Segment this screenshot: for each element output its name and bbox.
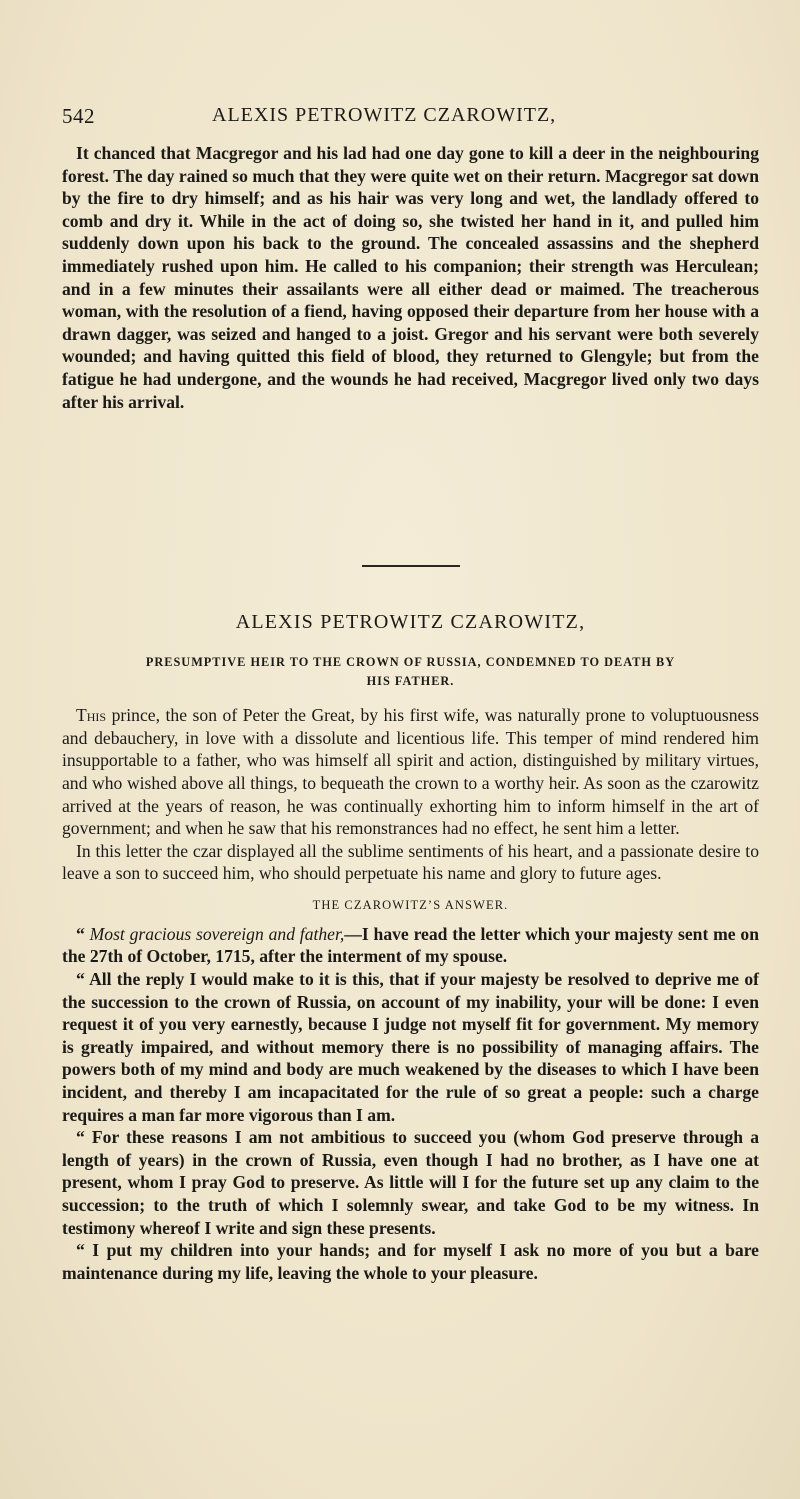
page-header bbox=[62, 104, 762, 134]
intro-text: prince, the son of Peter the Great, by his first wife, was naturally prone to voluptuousness and debauchery, in love with a dissolute and licentious life. This temper of mind rendered him insupportable to a father, who was himself all spirit and action, distinguished by military virtues, and who wished above all things, to bequeath the crown to a worthy heir. As soon as the czarowitz arrived at the years of reason, he was continually exhorting him to inform himself in the art of government; and when he saw that his remonstrances had no effect, he sent him a letter. bbox=[62, 705, 759, 839]
article-title: ALEXIS PETROWITZ CZAROWITZ, bbox=[235, 611, 586, 634]
intro-first-word: This bbox=[76, 705, 107, 726]
answer-salutation: Most gracious sovereign and father, bbox=[89, 923, 345, 944]
subtitle-line-2: HIS FATHER. bbox=[366, 674, 455, 689]
answer-open-quote: “ bbox=[76, 923, 90, 944]
answer-paragraph-4: “ I put my children into your hands; and for myself I ask no more of you but a bare maintenance during my life, leaving the whole to your pleasure. bbox=[62, 1240, 759, 1283]
subtitle-line-1: PRESUMPTIVE HEIR TO THE CROWN OF RUSSIA, CONDEMNED TO DEATH BY bbox=[145, 655, 676, 670]
answer-heading: THE CZAROWITZ’S ANSWER. bbox=[312, 897, 509, 912]
article-subtitle bbox=[62, 653, 759, 691]
page-number: 542 bbox=[62, 104, 95, 128]
running-head: ALEXIS PETROWITZ CZAROWITZ, bbox=[212, 104, 557, 126]
section-divider bbox=[362, 565, 460, 567]
answer-p1-text: —I have read the letter which your majesty sent me on the 27th of October, 1715, after the interment of my spouse. bbox=[62, 923, 759, 967]
page-body bbox=[62, 142, 759, 1284]
intro-paragraph bbox=[62, 704, 759, 840]
answer-paragraph-1 bbox=[62, 923, 759, 968]
answer-paragraph-2: “ All the reply I would make to it is this, that if your majesty be resolved to deprive me of the succession to the crown of Russia, on account of my inability, your will be done: I even request it of you very earnestly, because I judge not myself fit for government. My memory is greatly impaired, and without memory there is no possibility of managing affairs. The powers both of my mind and body are much weakened by the diseases to which I have been incident, and thereby I am incapacitated for the rule of so great a people: such a charge requires a man far more vigorous than I am. bbox=[62, 969, 759, 1125]
letter-paragraph: In this letter the czar displayed all the sublime sentiments of his heart, and a passionate desire to leave a son to succeed him, who should perpetuate his name and glory to future ages. bbox=[62, 840, 759, 884]
answer-paragraph-3: “ For these reasons I am not ambitious to succeed you (whom God preserve through a length of years) in the crown of Russia, even though I had no brother, as I have one at present, whom I pray God to preserve. As little will I for the future set up any claim to the succession; to the truth of which I solemnly swear, and take God to be my witness. In testimony whereof I write and sign these presents. bbox=[62, 1127, 759, 1238]
macgregor-paragraph: It chanced that Macgregor and his lad had one day gone to kill a deer in the neighbouring forest. The day rained so much that they were quite wet on their return. Macgregor sat down by the fire to dry himself; and as his hair was very long and wet, the landlady offered to comb and dry it. While in the act of doing so, she twisted her hand in it, and pulled him suddenly down upon his back to the ground. The concealed assassins and the shepherd immediately rushed upon him. He called to his companion; their strength was Herculean; and in a few minutes their assailants were all either dead or maimed. The treacherous woman, with the resolution of a fiend, having opposed their departure from her house with a drawn dagger, was seized and hanged to a joist. Gregor and his servant were both severely wounded; and having quitted this field of blood, they returned to Glengyle; but from the fatigue he had undergone, and the wounds he had received, Macgregor lived only two days after his arrival. bbox=[62, 143, 759, 412]
